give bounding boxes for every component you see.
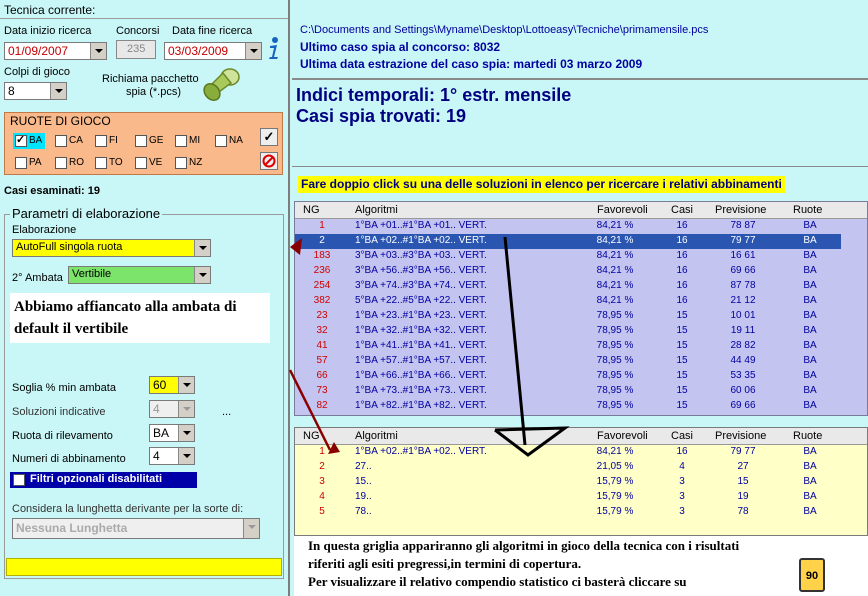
cell-previsione: 69 66 bbox=[730, 265, 756, 276]
cell-algoritmo: 15.. bbox=[355, 476, 372, 487]
cell-ruote: BA bbox=[803, 491, 817, 502]
cell-casi: 16 bbox=[676, 265, 688, 276]
arrow-head-1 bbox=[290, 238, 302, 255]
bottom-note-line-2: riferiti agli esiti pregressi,in termini di copertura. bbox=[308, 556, 582, 571]
cell-ng: 1 bbox=[319, 446, 325, 457]
ultimo-caso: Ultimo caso spia al concorso: 8032 bbox=[300, 40, 501, 54]
col-ng: NG bbox=[303, 204, 320, 216]
ruota-na-label: NA bbox=[229, 135, 243, 146]
cell-casi: 16 bbox=[676, 250, 688, 261]
cell-casi: 3 bbox=[679, 491, 685, 502]
cell-casi: 16 bbox=[676, 235, 688, 246]
arrow-line-2 bbox=[290, 370, 330, 450]
cell-favorevoli: 78,95 % bbox=[596, 400, 634, 411]
cell-ng: 1 bbox=[319, 220, 325, 231]
ruota-ca-label: CA bbox=[69, 135, 83, 146]
cell-casi: 15 bbox=[676, 385, 688, 396]
ruota-ve-label: VE bbox=[149, 157, 163, 168]
cell-ng: 382 bbox=[313, 295, 331, 306]
cell-previsione: 19 bbox=[737, 491, 749, 502]
cell-favorevoli: 78,95 % bbox=[596, 325, 634, 336]
cell-ruote: BA bbox=[803, 310, 817, 321]
cell-ruote: BA bbox=[803, 235, 817, 246]
cell-ng: 23 bbox=[316, 310, 328, 321]
cell-ruote: BA bbox=[803, 295, 817, 306]
col-algoritmi: Algoritmi bbox=[355, 430, 398, 442]
cell-ng: 66 bbox=[316, 370, 328, 381]
col-favorevoli: Favorevoli bbox=[597, 430, 648, 442]
cell-algoritmo: 3°BA +03..#3°BA +03.. VERT. bbox=[355, 250, 487, 261]
hint-banner: Fare doppio click su una delle soluzioni in elenco per ricercare i relativi abbinamenti bbox=[298, 176, 785, 193]
cell-previsione: 53 35 bbox=[730, 370, 756, 381]
cell-casi: 15 bbox=[676, 325, 688, 336]
cell-previsione: 69 66 bbox=[730, 400, 756, 411]
ruota-rilevamento-select[interactable]: BA bbox=[149, 424, 195, 442]
colpi-select[interactable]: 8 bbox=[4, 82, 67, 100]
cell-ng: 41 bbox=[316, 340, 328, 351]
cell-ruote: BA bbox=[803, 265, 817, 276]
casi-spia-title: Casi spia trovati: 19 bbox=[296, 106, 467, 126]
soglia-select[interactable]: 60 bbox=[149, 376, 195, 394]
cell-casi: 4 bbox=[679, 461, 685, 472]
cell-algoritmo: 78.. bbox=[355, 506, 372, 517]
cell-previsione: 27 bbox=[737, 461, 749, 472]
cell-ng: 254 bbox=[313, 280, 331, 291]
cell-casi: 16 bbox=[676, 295, 688, 306]
cell-ruote: BA bbox=[803, 340, 817, 351]
ruota-fi-label: FI bbox=[109, 135, 118, 146]
richiama-label: Richiama pacchetto bbox=[102, 73, 199, 85]
section-title: Tecnica corrente: bbox=[4, 3, 96, 17]
col-previsione: Previsione bbox=[715, 204, 767, 216]
ruota-ba-label: BA bbox=[29, 135, 43, 146]
cell-ng: 5 bbox=[319, 506, 325, 517]
cell-casi: 16 bbox=[676, 446, 688, 457]
cell-algoritmo: 1°BA +66..#1°BA +66.. VERT. bbox=[355, 370, 487, 381]
ambata2-label: 2° Ambata bbox=[12, 272, 63, 284]
file-path: C:\Documents and Settings\Myname\Desktop\Lottoeasy\Tecniche\primamensile.pcs bbox=[300, 24, 709, 36]
cell-casi: 15 bbox=[676, 340, 688, 351]
cell-ruote: BA bbox=[803, 250, 817, 261]
cell-previsione: 79 77 bbox=[730, 446, 756, 457]
cell-ng: 73 bbox=[316, 385, 328, 396]
ruote-title: RUOTE DI GIOCO bbox=[10, 114, 111, 128]
soluzioni-label: Soluzioni indicative bbox=[12, 406, 106, 418]
cell-algoritmo: 1°BA +32..#1°BA +32.. VERT. bbox=[355, 325, 487, 336]
cell-casi: 3 bbox=[679, 476, 685, 487]
cell-ruote: BA bbox=[803, 280, 817, 291]
arrow-head-3 bbox=[495, 428, 565, 455]
col-algoritmi: Algoritmi bbox=[355, 204, 398, 216]
col-previsione: Previsione bbox=[715, 430, 767, 442]
cell-ng: 4 bbox=[319, 491, 325, 502]
cell-favorevoli: 78,95 % bbox=[596, 355, 634, 366]
cell-algoritmo: 1°BA +41..#1°BA +41.. VERT. bbox=[355, 340, 487, 351]
select-all-icon[interactable]: ✓ bbox=[260, 128, 278, 146]
elaborazione-label: Elaborazione bbox=[12, 224, 77, 236]
ruota-nz-label: NZ bbox=[189, 157, 203, 168]
ruota-rilevamento-label: Ruota di rilevamento bbox=[12, 430, 113, 442]
ultima-data: Ultima data estrazione del caso spia: martedi 03 marzo 2009 bbox=[300, 57, 643, 71]
cell-ruote: BA bbox=[803, 476, 817, 487]
col-casi: Casi bbox=[671, 204, 694, 216]
ruota-ro-label: RO bbox=[69, 157, 84, 168]
statistics-90-icon[interactable]: 90 bbox=[799, 558, 825, 592]
cell-favorevoli: 78,95 % bbox=[596, 385, 634, 396]
col-ng: NG bbox=[303, 430, 320, 442]
data-inizio-label: Data inizio ricerca bbox=[4, 25, 92, 37]
casi-esaminati: Casi esaminati: 19 bbox=[4, 185, 100, 197]
cell-casi: 15 bbox=[676, 400, 688, 411]
cell-ng: 2 bbox=[319, 461, 325, 472]
cell-casi: 3 bbox=[679, 506, 685, 517]
ruota-to-label: TO bbox=[109, 157, 123, 168]
cell-favorevoli: 78,95 % bbox=[596, 340, 634, 351]
cell-ruote: BA bbox=[803, 506, 817, 517]
cell-previsione: 60 06 bbox=[730, 385, 756, 396]
cell-ng: 82 bbox=[316, 400, 328, 411]
cell-previsione: 87 78 bbox=[730, 280, 756, 291]
cell-algoritmo: 1°BA +57..#1°BA +57.. VERT. bbox=[355, 355, 487, 366]
cell-ng: 183 bbox=[313, 250, 331, 261]
param-title: Parametri di elaborazione bbox=[12, 206, 161, 221]
cell-favorevoli: 84,21 % bbox=[596, 220, 634, 231]
numeri-abbinamento-label: Numeri di abbinamento bbox=[12, 453, 126, 465]
col-favorevoli: Favorevoli bbox=[597, 204, 648, 216]
cell-previsione: 15 bbox=[737, 476, 749, 487]
lunghetta-label: Considera la lunghetta derivante per la sorte di: bbox=[12, 503, 244, 515]
elaborazione-select[interactable]: AutoFull singola ruota bbox=[12, 239, 211, 257]
cell-algoritmo: 27.. bbox=[355, 461, 372, 472]
cell-algoritmo: 1°BA +23..#1°BA +23.. VERT. bbox=[355, 310, 487, 321]
concorsi-field: 235 bbox=[116, 40, 156, 59]
cell-algoritmo: 5°BA +22..#5°BA +22.. VERT. bbox=[355, 295, 487, 306]
cell-ruote: BA bbox=[803, 325, 817, 336]
cell-algoritmo: 1°BA +82..#1°BA +82.. VERT. bbox=[355, 400, 487, 411]
ruota-ge-label: GE bbox=[149, 135, 164, 146]
cell-ruote: BA bbox=[803, 355, 817, 366]
data-inizio-select[interactable]: 01/09/2007 bbox=[4, 42, 107, 60]
cell-previsione: 21 12 bbox=[730, 295, 756, 306]
ambata2-select[interactable]: Vertibile bbox=[68, 266, 211, 284]
ruota-pa-label: PA bbox=[29, 157, 42, 168]
cell-casi: 15 bbox=[676, 370, 688, 381]
cell-ng: 3 bbox=[319, 476, 325, 487]
col-ruote: Ruote bbox=[793, 204, 823, 216]
colpi-label: Colpi di gioco bbox=[4, 66, 71, 78]
ruota-mi-label: MI bbox=[189, 135, 201, 146]
cell-previsione: 79 77 bbox=[730, 235, 756, 246]
cell-favorevoli: 15,79 % bbox=[596, 491, 634, 502]
cell-algoritmo: 3°BA +74..#3°BA +74.. VERT. bbox=[355, 280, 487, 291]
data-fine-select[interactable]: 03/03/2009 bbox=[164, 42, 262, 60]
cell-previsione: 16 61 bbox=[730, 250, 756, 261]
cell-previsione: 78 bbox=[737, 506, 749, 517]
cell-favorevoli: 78,95 % bbox=[596, 370, 634, 381]
cell-algoritmo: 1°BA +01..#1°BA +01.. VERT. bbox=[355, 220, 487, 231]
cell-favorevoli: 84,21 % bbox=[596, 265, 634, 276]
filtri-label: Filtri opzionali disabilitati bbox=[30, 473, 163, 485]
note-box: Abbiamo affiancato alla ambata di default il vertibile bbox=[10, 293, 270, 343]
cell-algoritmo: 1°BA +73..#1°BA +73.. VERT. bbox=[355, 385, 487, 396]
cell-ng: 236 bbox=[313, 265, 331, 276]
cell-favorevoli: 15,79 % bbox=[596, 506, 634, 517]
cell-ruote: BA bbox=[803, 446, 817, 457]
cell-favorevoli: 84,21 % bbox=[596, 295, 634, 306]
cell-ruote: BA bbox=[803, 385, 817, 396]
cell-favorevoli: 84,21 % bbox=[596, 250, 634, 261]
soluzioni-extra: ... bbox=[222, 406, 232, 418]
data-fine-label: Data fine ricerca bbox=[172, 25, 253, 37]
col-casi: Casi bbox=[671, 430, 694, 442]
cell-previsione: 19 11 bbox=[730, 325, 756, 336]
numeri-abbinamento-select[interactable]: 4 bbox=[149, 447, 195, 465]
cell-ng: 57 bbox=[316, 355, 328, 366]
cell-ng: 2 bbox=[319, 235, 325, 246]
cell-favorevoli: 84,21 % bbox=[596, 235, 634, 246]
cell-casi: 16 bbox=[676, 220, 688, 231]
cell-casi: 16 bbox=[676, 280, 688, 291]
cell-previsione: 10 01 bbox=[730, 310, 756, 321]
cell-algoritmo: 1°BA +02..#1°BA +02.. VERT. bbox=[355, 446, 487, 457]
lunghetta-select[interactable]: Nessuna Lunghetta bbox=[12, 518, 260, 539]
cell-favorevoli: 78,95 % bbox=[596, 310, 634, 321]
cell-ruote: BA bbox=[803, 400, 817, 411]
cell-ruote: BA bbox=[803, 461, 817, 472]
cell-favorevoli: 15,79 % bbox=[596, 476, 634, 487]
cell-favorevoli: 84,21 % bbox=[596, 446, 634, 457]
cell-favorevoli: 21,05 % bbox=[596, 461, 634, 472]
indici-title: Indici temporali: 1° estr. mensile bbox=[296, 85, 572, 105]
col-ruote: Ruote bbox=[793, 430, 823, 442]
arrow-line-3 bbox=[505, 237, 525, 445]
concorsi-label: Concorsi bbox=[116, 25, 160, 37]
bottom-note-line-3: Per visualizzare il relativo compendio statistico ci basterà cliccare su bbox=[308, 574, 687, 589]
cell-algoritmo: 1°BA +02..#1°BA +02.. VERT. bbox=[355, 235, 487, 246]
cell-favorevoli: 84,21 % bbox=[596, 280, 634, 291]
cell-algoritmo: 3°BA +56..#3°BA +56.. VERT. bbox=[355, 265, 487, 276]
richiama-label-2: spia (*.pcs) bbox=[126, 86, 182, 98]
bottom-note-line-1: In questa griglia appariranno gli algoritmi in gioco della tecnica con i risultati bbox=[308, 538, 740, 553]
cell-ruote: BA bbox=[803, 220, 817, 231]
cell-previsione: 28 82 bbox=[730, 340, 756, 351]
cell-algoritmo: 19.. bbox=[355, 491, 372, 502]
cell-previsione: 44 49 bbox=[730, 355, 756, 366]
cell-ruote: BA bbox=[803, 370, 817, 381]
soluzioni-select[interactable]: 4 bbox=[149, 400, 195, 418]
cell-casi: 15 bbox=[676, 355, 688, 366]
soglia-label: Soglia % min ambata bbox=[12, 382, 116, 394]
cell-previsione: 78 87 bbox=[730, 220, 756, 231]
cell-casi: 15 bbox=[676, 310, 688, 321]
cell-ng: 32 bbox=[316, 325, 328, 336]
